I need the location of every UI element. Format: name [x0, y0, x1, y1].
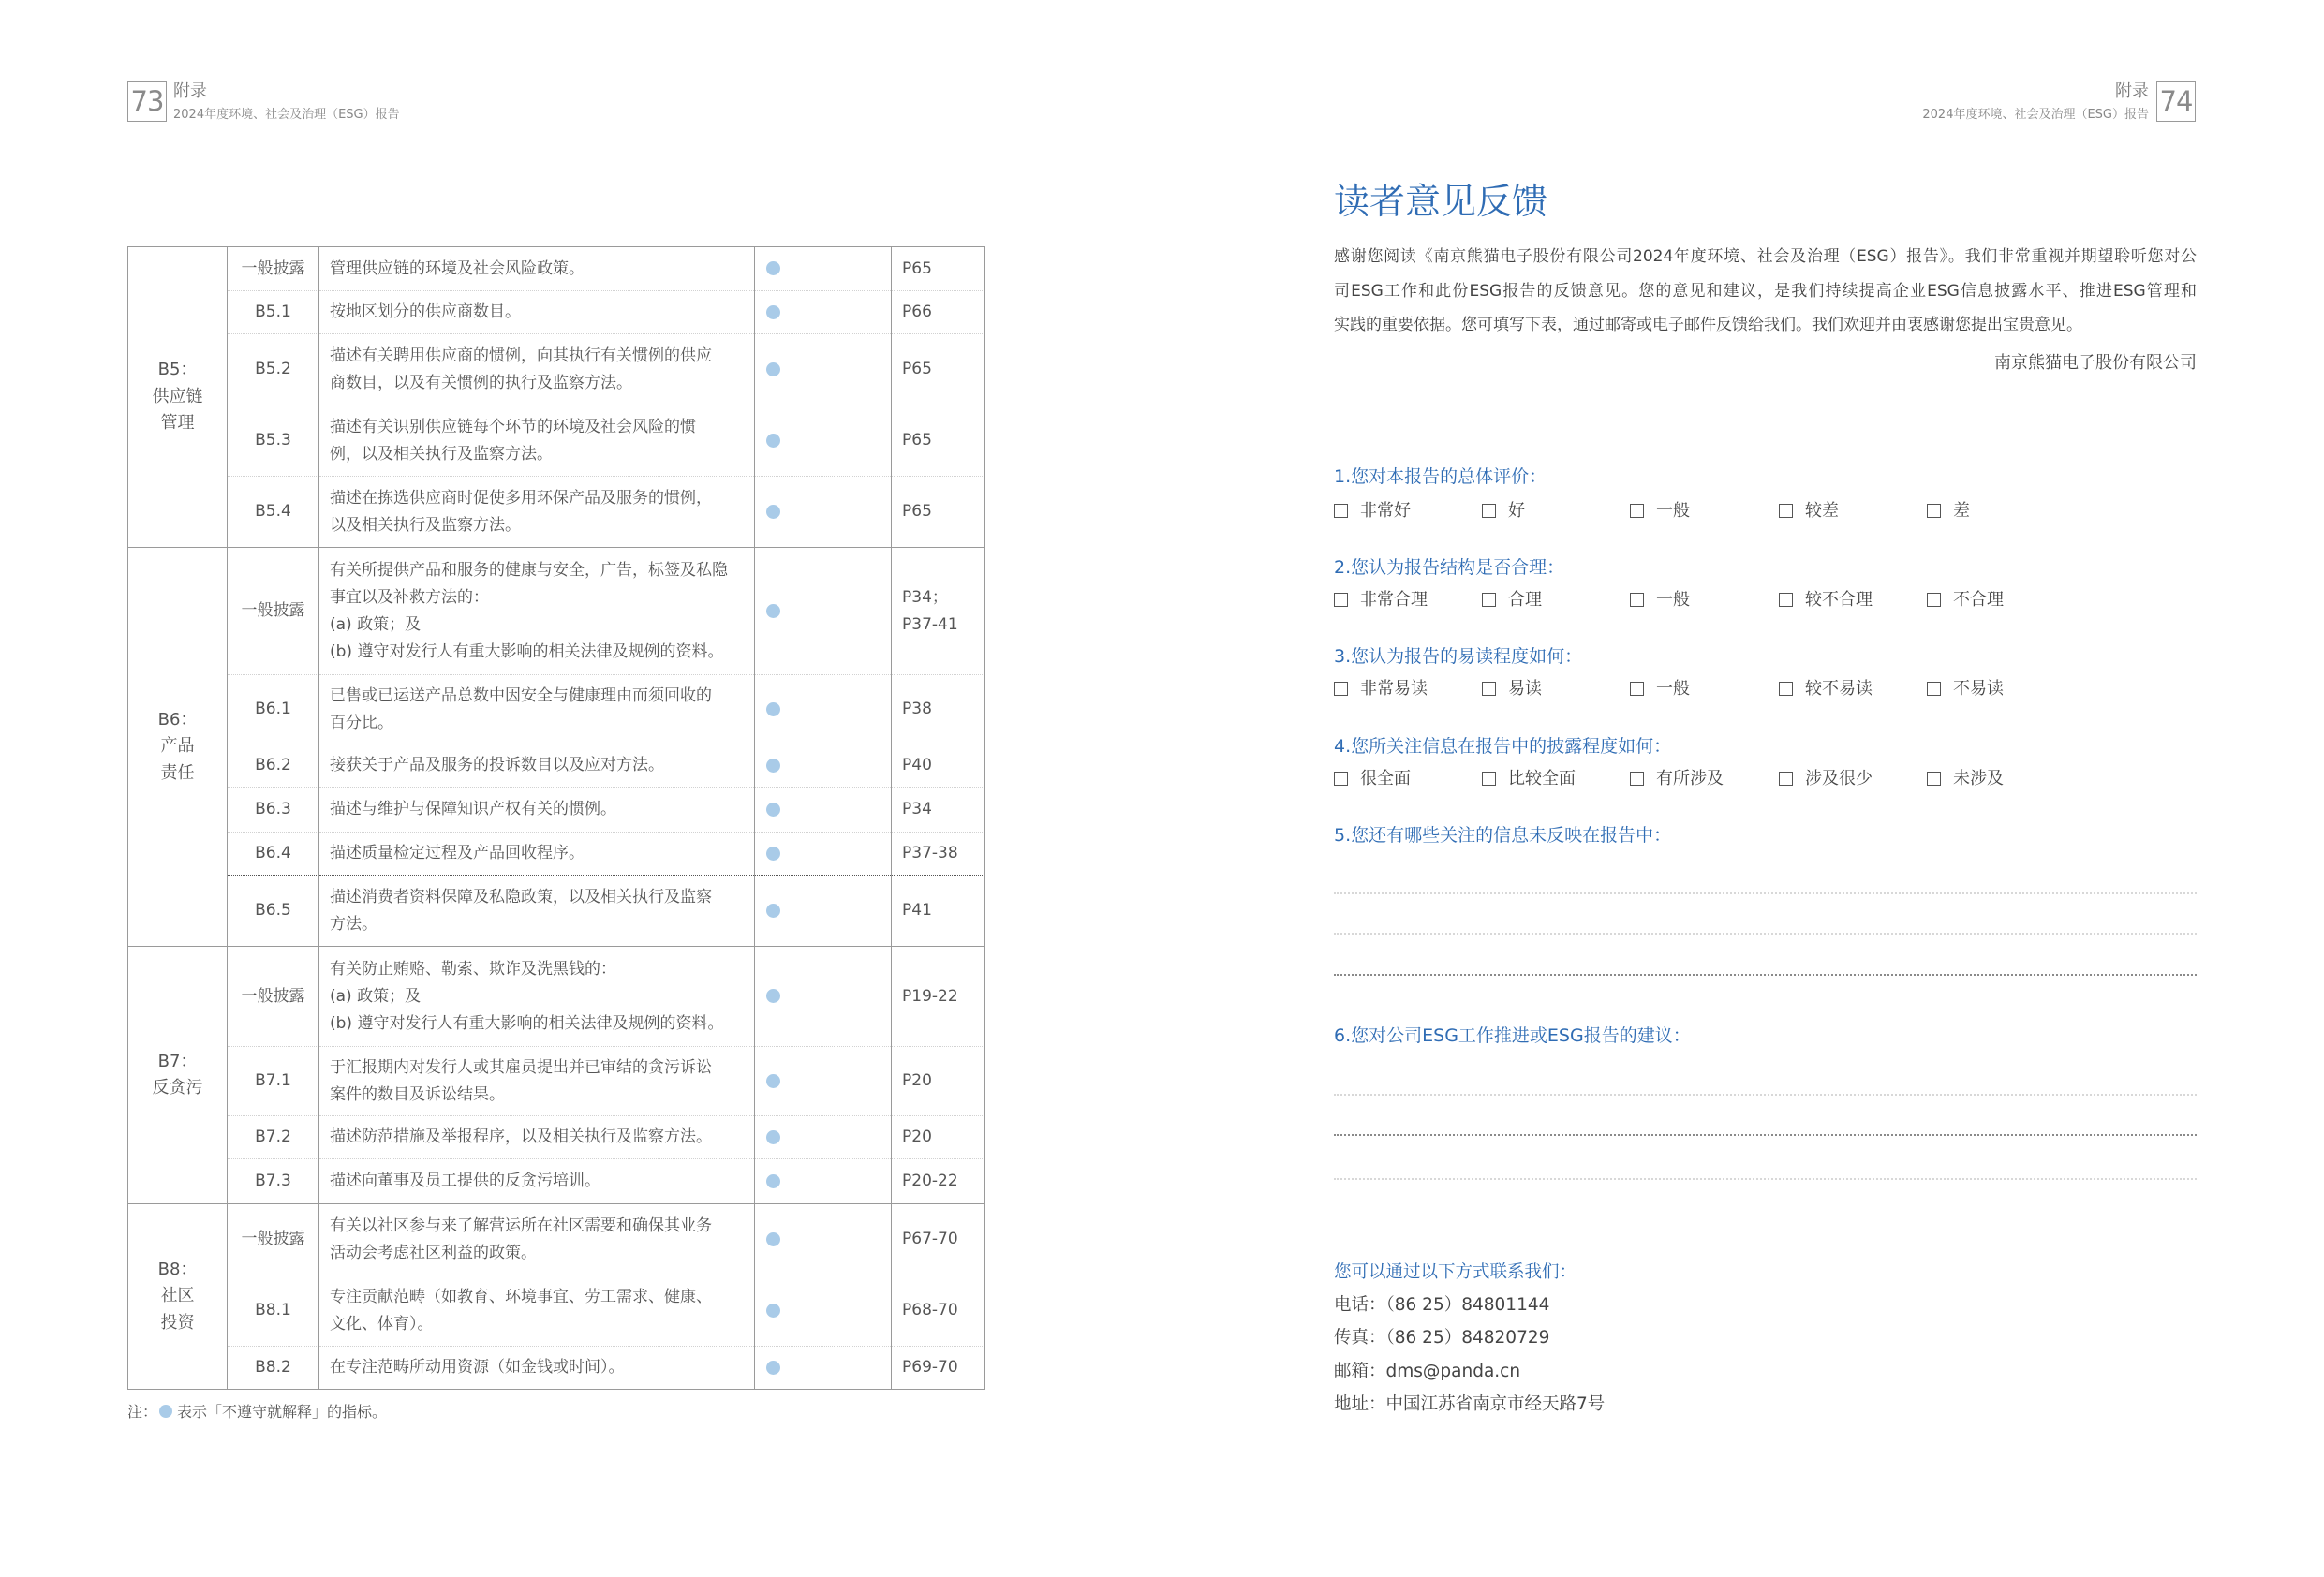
checkbox[interactable]: [1334, 772, 1348, 786]
option-label: 不易读: [1953, 679, 2004, 699]
indicator-code: B7.3: [228, 1159, 319, 1204]
option-label: 非常合理: [1360, 590, 1428, 610]
table-row: [128, 548, 985, 675]
option-label: 非常好: [1360, 501, 1411, 521]
indicator-code: 一般披露: [228, 548, 319, 675]
comply-or-explain-dot: [766, 989, 780, 1003]
checkbox[interactable]: [1630, 593, 1644, 607]
legend-dot-icon: [159, 1405, 172, 1418]
comply-or-explain-dot: [766, 1361, 780, 1375]
checkbox[interactable]: [1927, 593, 1941, 607]
answer-line[interactable]: [1334, 1134, 2197, 1136]
page-reference: P20: [892, 1116, 985, 1159]
option-group: [1334, 766, 2197, 792]
table-note: [127, 1399, 387, 1425]
explain-mark-cell: [755, 1275, 892, 1347]
comply-or-explain-dot: [766, 803, 780, 817]
indicator-code: 一般披露: [228, 947, 319, 1047]
comply-or-explain-dot: [766, 759, 780, 773]
explain-mark-cell: [755, 247, 892, 291]
option-label: 一般: [1656, 590, 1690, 610]
indicator-description: 有关防止贿赂、勒索、欺诈及洗黑钱的： (a) 政策；及 (b) 遵守对发行人有重大影响的相关法律及规例的资料。: [319, 947, 755, 1047]
note-prefix: 注：: [127, 1403, 158, 1421]
company-signature: 南京熊猫电子股份有限公司: [1994, 353, 2197, 373]
explain-mark-cell: [755, 1347, 892, 1390]
checkbox[interactable]: [1334, 504, 1348, 518]
option-label: 合理: [1508, 590, 1542, 610]
explain-mark-cell: [755, 947, 892, 1047]
indicator-description: 于汇报期内对发行人或其雇员提出并已审结的贪污诉讼 案件的数目及诉讼结果。: [319, 1047, 755, 1116]
question-label: 6.您对公司ESG工作推进或ESG报告的建议：: [1334, 1025, 1691, 1046]
page-reference: P68-70: [892, 1275, 985, 1347]
esg-index-table: [127, 246, 985, 1390]
indicator-code: B5.2: [228, 334, 319, 405]
page-reference: P67-70: [892, 1204, 985, 1275]
checkbox[interactable]: [1927, 504, 1941, 518]
indicator-code: B8.2: [228, 1347, 319, 1390]
table-row: [128, 334, 985, 405]
option-label: 不合理: [1953, 590, 2004, 610]
indicator-description: 有关以社区参与来了解营运所在社区需要和确保其业务 活动会考虑社区利益的政策。: [319, 1204, 755, 1275]
checkbox[interactable]: [1482, 772, 1496, 786]
indicator-description: 描述消费者资料保障及私隐政策，以及相关执行及监察 方法。: [319, 876, 755, 947]
question-label: 4.您所关注信息在报告中的披露程度如何：: [1334, 736, 1672, 757]
answer-line[interactable]: [1334, 892, 2197, 894]
comply-or-explain-dot: [766, 362, 780, 376]
table-row: [128, 247, 985, 291]
page-reference: P20: [892, 1047, 985, 1116]
explain-mark-cell: [755, 1116, 892, 1159]
comply-or-explain-dot: [766, 604, 780, 618]
comply-or-explain-dot: [766, 847, 780, 861]
explain-mark-cell: [755, 1159, 892, 1204]
intro-line: 感谢您阅读《南京熊猫电子股份有限公司2024年度环境、社会及治理（ESG）报告》。我们非常重视并期望聆听您对公: [1334, 247, 2197, 266]
explain-mark-cell: [755, 334, 892, 405]
explain-mark-cell: [755, 876, 892, 947]
comply-or-explain-dot: [766, 702, 780, 716]
option-group: [1334, 498, 2197, 524]
table-row: [128, 1347, 985, 1390]
indicator-description: 描述质量检定过程及产品回收程序。: [319, 833, 755, 876]
indicator-description: 按地区划分的供应商数目。: [319, 291, 755, 334]
explain-mark-cell: [755, 1047, 892, 1116]
page-title: 读者意见反馈: [1334, 181, 1548, 222]
page-reference: P38: [892, 675, 985, 744]
indicator-description: 描述有关聘用供应商的惯例，向其执行有关惯例的供应 商数目，以及有关惯例的执行及监察方法。: [319, 334, 755, 405]
category-cell: B8： 社区 投资: [128, 1204, 228, 1390]
page-reference: P65: [892, 334, 985, 405]
option-label: 一般: [1656, 501, 1690, 521]
page-reference: P69-70: [892, 1347, 985, 1390]
page-reference: P65: [892, 405, 985, 477]
indicator-description: 专注贡献范畴（如教育、环境事宜、劳工需求、健康、 文化、体育）。: [319, 1275, 755, 1347]
explain-mark-cell: [755, 291, 892, 334]
contact-email: 邮箱：dms@panda.cn: [1334, 1362, 1521, 1381]
checkbox[interactable]: [1334, 593, 1348, 607]
intro-paragraph: [1334, 240, 2197, 343]
option-label: 一般: [1656, 679, 1690, 699]
page-reference: P19-22: [892, 947, 985, 1047]
indicator-code: B6.1: [228, 675, 319, 744]
checkbox[interactable]: [1630, 772, 1644, 786]
checkbox[interactable]: [1334, 682, 1348, 696]
checkbox[interactable]: [1482, 682, 1496, 696]
comply-or-explain-dot: [766, 1130, 780, 1144]
comply-or-explain-dot: [766, 305, 780, 319]
indicator-description: 描述向董事及员工提供的反贪污培训。: [319, 1159, 755, 1204]
option-label: 有所涉及: [1656, 769, 1724, 788]
indicator-description: 在专注范畴所动用资源（如金钱或时间）。: [319, 1347, 755, 1390]
indicator-code: B8.1: [228, 1275, 319, 1347]
page-number: 73: [127, 81, 167, 122]
indicator-description: 描述有关识别供应链每个环节的环境及社会风险的惯 例，以及相关执行及监察方法。: [319, 405, 755, 477]
indicator-code: B6.5: [228, 876, 319, 947]
indicator-description: 接获关于产品及服务的投诉数目以及应对方法。: [319, 744, 755, 788]
checkbox[interactable]: [1779, 593, 1793, 607]
checkbox[interactable]: [1482, 593, 1496, 607]
checkbox[interactable]: [1927, 682, 1941, 696]
intro-line: 实践的重要依据。您可填写下表，通过邮寄或电子邮件反馈给我们。我们欢迎并由衷感谢您提出宝贵意见。: [1334, 316, 2082, 334]
page-reference: P34； P37-41: [892, 548, 985, 675]
page-reference: P40: [892, 744, 985, 788]
page-reference: P65: [892, 247, 985, 291]
explain-mark-cell: [755, 833, 892, 876]
option-label: 比较全面: [1508, 769, 1576, 788]
question-label: 1.您对本报告的总体评价：: [1334, 466, 1547, 487]
table-row: [128, 405, 985, 477]
indicator-description: 管理供应链的环境及社会风险政策。: [319, 247, 755, 291]
indicator-description: 描述与维护与保障知识产权有关的惯例。: [319, 788, 755, 833]
checkbox[interactable]: [1779, 772, 1793, 786]
question-label: 2.您认为报告结构是否合理：: [1334, 557, 1565, 578]
table-row: [128, 788, 985, 833]
contact-fax: 传真：（86 25）84820729: [1334, 1328, 1550, 1348]
category-cell: B5： 供应链 管理: [128, 247, 228, 548]
question-label: 3.您认为报告的易读程度如何：: [1334, 646, 1583, 667]
explain-mark-cell: [755, 744, 892, 788]
table-row: [128, 1047, 985, 1116]
comply-or-explain-dot: [766, 261, 780, 275]
explain-mark-cell: [755, 788, 892, 833]
table-row: [128, 947, 985, 1047]
option-group: [1334, 676, 2197, 702]
option-label: 较差: [1805, 501, 1839, 521]
comply-or-explain-dot: [766, 1232, 780, 1246]
comply-or-explain-dot: [766, 1174, 780, 1188]
table-row: [128, 833, 985, 876]
page-reference: P65: [892, 477, 985, 548]
checkbox[interactable]: [1630, 504, 1644, 518]
table-row: [128, 744, 985, 788]
page-reference: P20-22: [892, 1159, 985, 1204]
page-reference: P37-38: [892, 833, 985, 876]
indicator-code: 一般披露: [228, 247, 319, 291]
indicator-code: B7.2: [228, 1116, 319, 1159]
option-group: [1334, 587, 2197, 613]
option-label: 差: [1953, 501, 1970, 521]
table-row: [128, 477, 985, 548]
section-label: 附录: [173, 81, 207, 101]
explain-mark-cell: [755, 1204, 892, 1275]
answer-line[interactable]: [1334, 1178, 2197, 1180]
option-label: 未涉及: [1953, 769, 2004, 788]
page-number: 74: [2156, 81, 2196, 122]
indicator-code: B5.1: [228, 291, 319, 334]
explain-mark-cell: [755, 548, 892, 675]
answer-line[interactable]: [1334, 974, 2197, 976]
indicator-code: B7.1: [228, 1047, 319, 1116]
explain-mark-cell: [755, 405, 892, 477]
page-reference: P41: [892, 876, 985, 947]
comply-or-explain-dot: [766, 434, 780, 448]
checkbox[interactable]: [1779, 504, 1793, 518]
indicator-description: 有关所提供产品和服务的健康与安全，广告，标签及私隐 事宜以及补救方法的： (a) 政策；及 (b) 遵守对发行人有重大影响的相关法律及规例的资料。: [319, 548, 755, 675]
indicator-code: B6.2: [228, 744, 319, 788]
comply-or-explain-dot: [766, 505, 780, 519]
indicator-code: 一般披露: [228, 1204, 319, 1275]
table-row: [128, 1116, 985, 1159]
checkbox[interactable]: [1630, 682, 1644, 696]
page-reference: P66: [892, 291, 985, 334]
table-row: [128, 1275, 985, 1347]
report-title: 2024年度环境、社会及治理（ESG）报告: [173, 108, 400, 122]
contact-phone: 电话：（86 25）84801144: [1334, 1295, 1550, 1315]
option-label: 很全面: [1360, 769, 1411, 788]
indicator-description: 描述防范措施及举报程序，以及相关执行及监察方法。: [319, 1116, 755, 1159]
page-reference: P34: [892, 788, 985, 833]
category-cell: B7： 反贪污: [128, 947, 228, 1204]
option-label: 较不易读: [1805, 679, 1873, 699]
indicator-code: B5.3: [228, 405, 319, 477]
table-row: [128, 291, 985, 334]
note-text: 表示「不遵守就解释」的指标。: [177, 1403, 388, 1421]
option-label: 涉及很少: [1805, 769, 1873, 788]
table-row: [128, 675, 985, 744]
comply-or-explain-dot: [766, 1304, 780, 1318]
explain-mark-cell: [755, 675, 892, 744]
contact-address: 地址：中国江苏省南京市经天路7号: [1334, 1394, 1606, 1414]
checkbox[interactable]: [1779, 682, 1793, 696]
indicator-code: B6.4: [228, 833, 319, 876]
indicator-code: B6.3: [228, 788, 319, 833]
indicator-description: 已售或已运送产品总数中因安全与健康理由而须回收的 百分比。: [319, 675, 755, 744]
comply-or-explain-dot: [766, 904, 780, 918]
checkbox[interactable]: [1927, 772, 1941, 786]
contact-heading: 您可以通过以下方式联系我们：: [1334, 1262, 1577, 1282]
table-row: [128, 1204, 985, 1275]
intro-line: 司ESG工作和此份ESG报告的反馈意见。您的意见和建议，是我们持续提高企业ESG信息披露水平、推进ESG管理和: [1334, 281, 2197, 301]
option-label: 较不合理: [1805, 590, 1873, 610]
table-row: [128, 876, 985, 947]
question-label: 5.您还有哪些关注的信息未反映在报告中：: [1334, 825, 1672, 846]
answer-line[interactable]: [1334, 1094, 2197, 1096]
report-title: 2024年度环境、社会及治理（ESG）报告: [1922, 108, 2149, 122]
comply-or-explain-dot: [766, 1074, 780, 1088]
option-label: 好: [1508, 501, 1525, 521]
option-label: 易读: [1508, 679, 1542, 699]
answer-line[interactable]: [1334, 933, 2197, 935]
table-row: [128, 1159, 985, 1204]
indicator-description: 描述在拣选供应商时促使多用环保产品及服务的惯例， 以及相关执行及监察方法。: [319, 477, 755, 548]
explain-mark-cell: [755, 477, 892, 548]
checkbox[interactable]: [1482, 504, 1496, 518]
section-label: 附录: [2115, 81, 2149, 101]
option-label: 非常易读: [1360, 679, 1428, 699]
indicator-code: B5.4: [228, 477, 319, 548]
category-cell: B6： 产品 责任: [128, 548, 228, 947]
